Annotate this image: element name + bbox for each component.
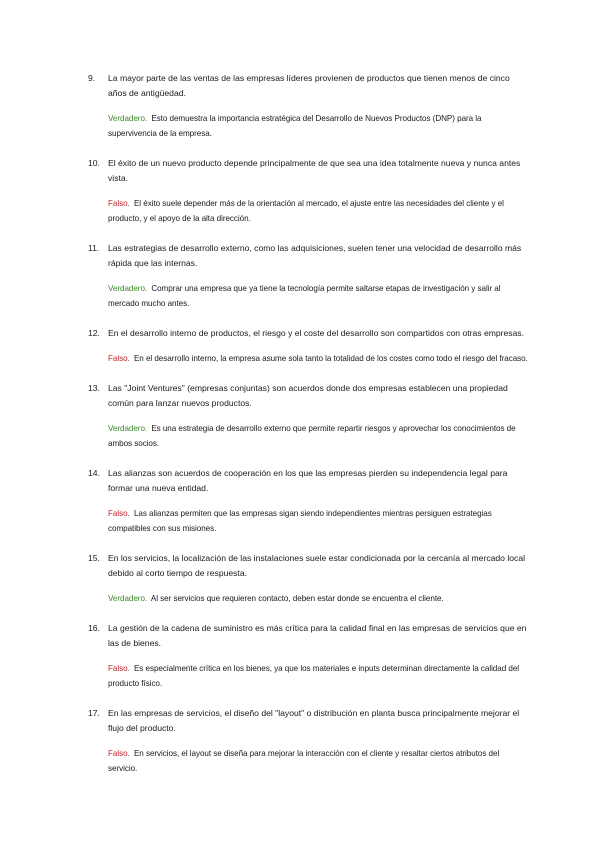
question-item <box>88 551 528 606</box>
answer-explanation: Es especialmente crítica en los bienes, ya que los materiales e inputs determinan directamente la calidad del producto físico. <box>108 664 520 688</box>
answer <box>108 506 528 536</box>
question-text: La gestión de la cadena de suministro es más crítica para la calidad final en las empresas de servicios que en las de bienes. <box>108 623 527 648</box>
question-number: 16. <box>88 623 100 633</box>
question-number: 13. <box>88 383 100 393</box>
question <box>88 381 528 411</box>
question-number: 12. <box>88 328 100 338</box>
answer-explanation: Comprar una empresa que ya tiene la tecnología permite saltarse etapas de investigación y salir al mercado mucho antes. <box>108 284 501 308</box>
question-text: Las "Joint Ventures" (empresas conjuntas) son acuerdos donde dos empresas establecen una propiedad común para lanzar nuevos productos. <box>108 383 508 408</box>
answer-explanation: Es una estrategia de desarrollo externo que permite repartir riesgos y aprovechar los conocimientos de ambos socios. <box>108 424 516 448</box>
question-item <box>88 326 528 366</box>
question <box>88 621 528 651</box>
question <box>88 551 528 581</box>
question-item <box>88 706 528 776</box>
question-list <box>88 71 528 791</box>
answer <box>108 111 528 141</box>
question-text: Las estrategias de desarrollo externo, como las adquisiciones, suelen tener una velocidad de desarrollo más rápida que las internas. <box>108 243 522 268</box>
question-text: La mayor parte de las ventas de las empresas líderes provienen de productos que tienen menos de cinco años de antigüedad. <box>108 73 510 98</box>
question-item <box>88 156 528 226</box>
answer-explanation: Al ser servicios que requieren contacto, deben estar donde se encuentra el cliente. <box>150 594 444 603</box>
answer <box>108 351 528 366</box>
verdict-label: Falso. <box>108 749 130 758</box>
verdict-label: Falso. <box>108 354 130 363</box>
verdict-label: Verdadero. <box>108 424 148 433</box>
verdict-label: Falso. <box>108 509 130 518</box>
answer-explanation: Esto demuestra la importancia estratégica del Desarrollo de Nuevos Productos (DNP) para la supervivencia de la empresa. <box>108 114 482 138</box>
answer-explanation: En servicios, el layout se diseña para mejorar la interacción con el cliente y resaltar ciertos atributos del servicio. <box>108 749 500 773</box>
question <box>88 706 528 736</box>
question-item <box>88 621 528 691</box>
verdict-label: Falso. <box>108 199 130 208</box>
question-number: 17. <box>88 708 100 718</box>
question <box>88 326 528 341</box>
question-text: En los servicios, la localización de las instalaciones suele estar condicionada por la cercanía al mercado local debido al corto tiempo de respuesta. <box>108 553 526 578</box>
question-item <box>88 71 528 141</box>
question <box>88 156 528 186</box>
answer-explanation: Las alianzas permiten que las empresas sigan siendo independientes mientras persiguen estrategias compatibles con sus misiones. <box>108 509 492 533</box>
answer <box>108 196 528 226</box>
question-number: 11. <box>88 243 100 253</box>
question-text: El éxito de un nuevo producto depende principalmente de que sea una idea totalmente nueva y nunca antes vista. <box>108 158 521 183</box>
answer <box>108 591 528 606</box>
answer <box>108 281 528 311</box>
question-number: 15. <box>88 553 100 563</box>
question-text: En las empresas de servicios, el diseño del "layout" o distribución en planta busca principalmente mejorar el flujo del producto. <box>108 708 520 733</box>
question-text: En el desarrollo interno de productos, el riesgo y el coste del desarrollo son compartidos con otras empresas. <box>108 328 525 338</box>
question-number: 14. <box>88 468 100 478</box>
answer <box>108 746 528 776</box>
question <box>88 241 528 271</box>
verdict-label: Verdadero. <box>108 284 148 293</box>
question <box>88 466 528 496</box>
answer-explanation: El éxito suele depender más de la orientación al mercado, el ajuste entre las necesidades del cliente y el producto, y el apoyo de la alta dirección. <box>108 199 504 223</box>
question-number: 9. <box>88 73 96 83</box>
answer-explanation: En el desarrollo interno, la empresa asume sola tanto la totalidad de los costes como todo el riesgo del fracaso. <box>133 354 528 363</box>
question-item <box>88 466 528 536</box>
answer <box>108 421 528 451</box>
question-number: 10. <box>88 158 100 168</box>
verdict-label: Verdadero. <box>108 594 148 603</box>
verdict-label: Verdadero. <box>108 114 148 123</box>
question-item <box>88 241 528 311</box>
question-item <box>88 381 528 451</box>
verdict-label: Falso. <box>108 664 130 673</box>
question-text: Las alianzas son acuerdos de cooperación en los que las empresas pierden su independencia legal para formar una nueva entidad. <box>108 468 508 493</box>
question <box>88 71 528 101</box>
answer <box>108 661 528 691</box>
